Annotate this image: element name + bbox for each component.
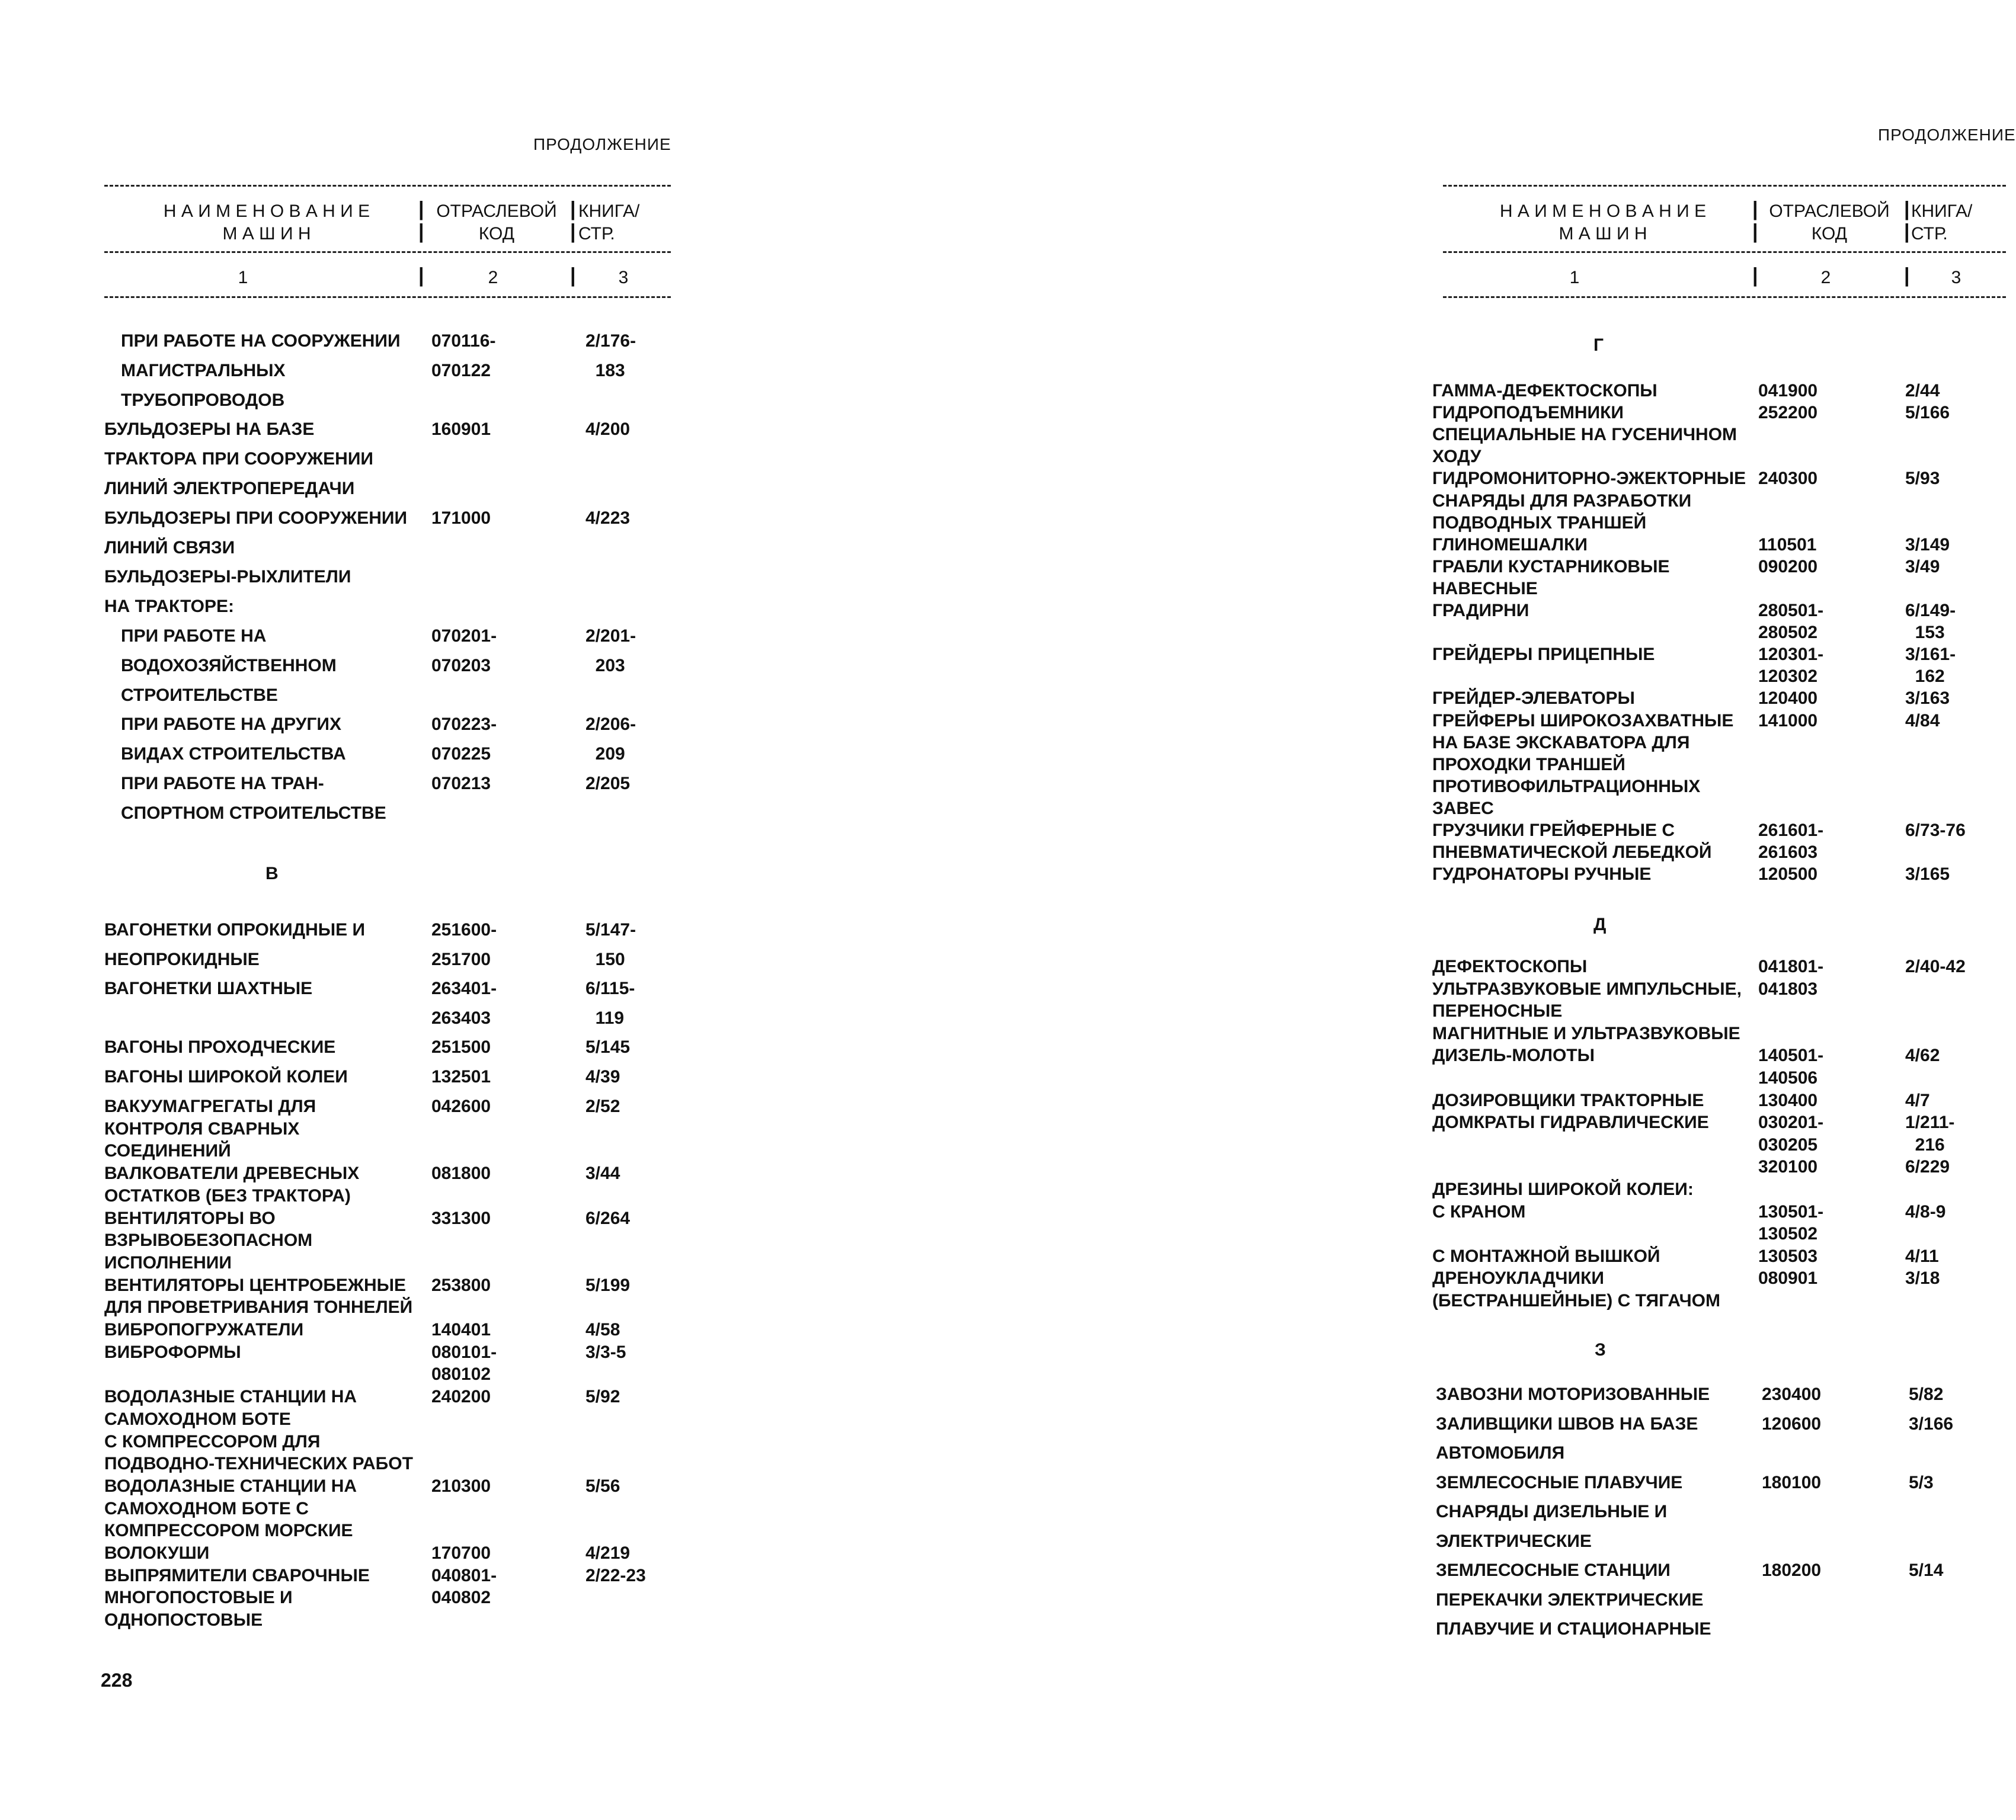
book-page: 4/58 <box>585 1320 620 1340</box>
book-page: 150 <box>585 949 625 969</box>
industry-code: 320100 <box>1758 1157 1818 1177</box>
book-page: 3/166 <box>1909 1414 1954 1434</box>
book-page: 119 <box>585 1008 625 1028</box>
machine-name: ГРУЗЧИКИ ГРЕЙФЕРНЫЕ С <box>1432 821 1675 840</box>
industry-code: 070116- <box>431 331 496 351</box>
industry-code: 280501- <box>1758 601 1824 620</box>
machine-name: САМОХОДНОМ БОТЕ <box>104 1409 291 1429</box>
machine-name: ЗЕМЛЕСОСНЫЕ ПЛАВУЧИЕ <box>1436 1472 1683 1492</box>
industry-code: 140506 <box>1758 1068 1818 1088</box>
machine-name: С КРАНОМ <box>1432 1201 1526 1222</box>
book-page: 5/93 <box>1905 469 1940 489</box>
industry-code: 230400 <box>1762 1385 1822 1404</box>
machine-name: СПОРТНОМ СТРОИТЕЛЬСТВЕ <box>121 803 386 823</box>
machine-name: С КОМПРЕССОРОМ ДЛЯ <box>104 1431 321 1451</box>
industry-code: 171000 <box>431 508 491 528</box>
header-name: Н А И М Е Н О В А Н И Е М А Ш И Н <box>1499 201 1707 243</box>
machine-name: УЛЬТРАЗВУКОВЫЕ ИМПУЛЬСНЫЕ, <box>1432 979 1742 999</box>
book-page: 5/56 <box>585 1476 620 1496</box>
book-page: 3/161- <box>1905 645 1956 665</box>
machine-name: ЛИНИЙ ЭЛЕКТРОПЕРЕДАЧИ <box>104 479 355 498</box>
industry-code: 041900 <box>1758 381 1818 400</box>
industry-code: 070213 <box>431 774 491 793</box>
book-page: 4/84 <box>1905 710 1940 730</box>
header-separator: | <box>418 220 424 243</box>
industry-code: 140501- <box>1758 1046 1824 1066</box>
industry-code: 090200 <box>1758 556 1818 576</box>
book-page: 2/40-42 <box>1905 957 1966 976</box>
industry-code: 070122 <box>431 360 491 380</box>
machine-name: ПОДВОДНО-ТЕХНИЧЕСКИХ РАБОТ <box>104 1454 413 1474</box>
book-page: 2/205 <box>585 774 631 793</box>
industry-code: 253800 <box>431 1275 491 1295</box>
machine-name: ГИДРОМОНИТОРНО-ЭЖЕКТОРНЫЕ <box>1432 469 1746 489</box>
machine-name: ДОМКРАТЫ ГИДРАВЛИЧЕСКИЕ <box>1432 1113 1709 1133</box>
industry-code: 120600 <box>1762 1414 1822 1434</box>
header-separator: | <box>1904 264 1910 287</box>
machine-name: ВИДАХ СТРОИТЕЛЬСТВА <box>121 744 346 764</box>
machine-name: МАГНИТНЫЕ И УЛЬТРАЗВУКОВЫЕ <box>1432 1023 1740 1043</box>
industry-code: 130502 <box>1758 1224 1818 1244</box>
machine-name: ВОДОЛАЗНЫЕ СТАНЦИИ НА <box>104 1387 357 1407</box>
machine-name: ВАГОНЫ ПРОХОДЧЕСКИЕ <box>104 1037 336 1058</box>
industry-code: 042600 <box>431 1097 491 1116</box>
industry-code: 120301- <box>1758 645 1824 665</box>
machine-name: ВОДОХОЗЯЙСТВЕННОМ <box>121 655 337 675</box>
industry-code: 070201- <box>431 626 497 646</box>
industry-code: 120302 <box>1758 667 1818 687</box>
machine-name: ДЕФЕКТОСКОПЫ <box>1432 957 1588 976</box>
book-page: 2/52 <box>585 1097 620 1116</box>
industry-code: 251500 <box>431 1037 491 1058</box>
machine-name: ВЕНТИЛЯТОРЫ ВО <box>104 1208 276 1228</box>
machine-name: КОМПРЕССОРОМ МОРСКИЕ <box>104 1521 353 1541</box>
industry-code: 030201- <box>1758 1113 1824 1133</box>
machine-name: СОЕДИНЕНИЙ <box>104 1141 231 1161</box>
book-page: 4/11 <box>1905 1246 1939 1266</box>
industry-code: 210300 <box>431 1476 491 1496</box>
machine-name: ДРЕНОУКЛАДЧИКИ <box>1432 1268 1604 1289</box>
machine-name: ПОДВОДНЫХ ТРАНШЕЙ <box>1432 512 1647 533</box>
header-separator: | <box>570 264 576 287</box>
book-page: 3/18 <box>1905 1268 1940 1289</box>
header-col-2: 2 <box>1820 268 1831 287</box>
book-page: 1/211- <box>1905 1113 1955 1133</box>
industry-code: 141000 <box>1758 710 1818 730</box>
machine-name: ПЛАВУЧИЕ И СТАЦИОНАРНЫЕ <box>1436 1619 1711 1639</box>
industry-code: 240300 <box>1758 469 1818 489</box>
book-page: 4/7 <box>1905 1090 1930 1110</box>
book-page: 4/8-9 <box>1905 1201 1946 1222</box>
section-letter-d: Д <box>1593 915 1607 934</box>
header-separator: | <box>418 264 424 287</box>
book-page: 4/219 <box>585 1543 631 1563</box>
machine-name: ВОЛОКУШИ <box>104 1543 210 1563</box>
machine-name: ГРЕЙДЕР-ЭЛЕВАТОРЫ <box>1432 688 1635 709</box>
machine-name: ГРЕЙДЕРЫ ПРИЦЕПНЫЕ <box>1432 645 1655 665</box>
header-separator: | <box>418 198 424 220</box>
book-page: 2/176- <box>585 331 636 351</box>
machine-name: ПЕРЕКАЧКИ ЭЛЕКТРИЧЕСКИЕ <box>1436 1590 1704 1610</box>
machine-name: НАВЕСНЫЕ <box>1432 578 1538 598</box>
machine-name: ХОДУ <box>1432 447 1481 467</box>
machine-name: ВЕНТИЛЯТОРЫ ЦЕНТРОБЕЖНЫЕ <box>104 1275 407 1295</box>
industry-code: 040801- <box>431 1565 497 1585</box>
machine-name: ИСПОЛНЕНИИ <box>104 1252 232 1273</box>
industry-code: 261603 <box>1758 842 1818 863</box>
machine-name: АВТОМОБИЛЯ <box>1436 1443 1565 1463</box>
industry-code: 170700 <box>431 1543 491 1563</box>
book-page: 5/3 <box>1909 1472 1934 1492</box>
header-col-3: 3 <box>618 268 629 287</box>
book-page: 6/264 <box>585 1208 631 1228</box>
book-page: 162 <box>1905 667 1945 687</box>
machine-name: ЗАВЕС <box>1432 798 1494 818</box>
machine-name: БУЛЬДОЗЕРЫ НА БАЗЕ <box>104 419 315 440</box>
machine-name: ВЫПРЯМИТЕЛИ СВАРОЧНЫЕ <box>104 1565 370 1585</box>
industry-code: 110501 <box>1758 534 1817 555</box>
machine-name: КОНТРОЛЯ СВАРНЫХ <box>104 1119 300 1139</box>
industry-code: 080901 <box>1758 1268 1818 1289</box>
book-page: 3/165 <box>1905 864 1950 885</box>
divider <box>104 296 671 298</box>
book-page: 5/166 <box>1905 403 1950 423</box>
header-separator: | <box>570 220 576 243</box>
industry-code: 252200 <box>1758 403 1818 423</box>
industry-code: 160901 <box>431 419 491 440</box>
divider <box>1443 185 2006 187</box>
book-page: 4/200 <box>585 419 631 440</box>
machine-name: ЗАВОЗНИ МОТОРИЗОВАННЫЕ <box>1436 1385 1710 1404</box>
machine-name: БУЛЬДОЗЕРЫ-РЫХЛИТЕЛИ <box>104 567 351 587</box>
machine-name: ПЕРЕНОСНЫЕ <box>1432 1001 1563 1021</box>
divider <box>104 251 671 253</box>
header-separator: | <box>1904 198 1910 220</box>
industry-code: 040802 <box>431 1588 491 1608</box>
machine-name: ДОЗИРОВЩИКИ ТРАКТОРНЫЕ <box>1432 1090 1704 1110</box>
machine-name: ПРОХОДКИ ТРАНШЕЙ <box>1432 754 1625 774</box>
machine-name: ПРИ РАБОТЕ НА СООРУЖЕНИИ <box>121 331 401 351</box>
right-column <box>700 0 2016 1820</box>
book-page: 5/199 <box>585 1275 631 1295</box>
machine-name: САМОХОДНОМ БОТЕ С <box>104 1498 309 1518</box>
continuation-label: ПРОДОЛЖЕНИЕ <box>1878 126 2016 144</box>
book-page: 6/149- <box>1905 601 1956 620</box>
book-page: 4/39 <box>585 1067 620 1087</box>
machine-name: СНАРЯДЫ ДИЗЕЛЬНЫЕ И <box>1436 1502 1668 1521</box>
industry-code: 041801- <box>1758 957 1824 976</box>
header-col-3: 3 <box>1951 268 1961 287</box>
machine-name: СНАРЯДЫ ДЛЯ РАЗРАБОТКИ <box>1432 491 1692 511</box>
machine-name: СПЕЦИАЛЬНЫЕ НА ГУСЕНИЧНОМ <box>1432 425 1737 445</box>
machine-name: ГАММА-ДЕФЕКТОСКОПЫ <box>1432 381 1657 400</box>
machine-name: НА БАЗЕ ЭКСКАВАТОРА ДЛЯ <box>1432 732 1690 752</box>
machine-name: ПРИ РАБОТЕ НА <box>121 626 267 646</box>
book-page: 5/82 <box>1909 1385 1944 1404</box>
machine-name: С МОНТАЖНОЙ ВЫШКОЙ <box>1432 1246 1660 1266</box>
industry-code: 030205 <box>1758 1135 1818 1155</box>
machine-name: ЛИНИЙ СВЯЗИ <box>104 537 235 557</box>
industry-code: 120500 <box>1758 864 1818 885</box>
book-page: 5/92 <box>585 1387 620 1407</box>
book-page: 2/44 <box>1905 381 1940 400</box>
book-page: 3/163 <box>1905 688 1950 709</box>
machine-name: ВАГОНЫ ШИРОКОЙ КОЛЕИ <box>104 1067 348 1087</box>
book-page: 203 <box>585 655 625 675</box>
book-page: 2/206- <box>585 714 636 735</box>
machine-name: ЭЛЕКТРИЧЕСКИЕ <box>1436 1531 1592 1551</box>
section-letter-v: В <box>265 864 279 883</box>
industry-code: 070203 <box>431 655 491 675</box>
machine-name: ЗАЛИВЩИКИ ШВОВ НА БАЗЕ <box>1436 1414 1698 1434</box>
machine-name: ОДНОПОСТОВЫЕ <box>104 1610 263 1630</box>
industry-code: 080102 <box>431 1364 491 1385</box>
book-page: 3/49 <box>1905 556 1940 576</box>
header-col-1: 1 <box>238 268 248 287</box>
section-letter-z: З <box>1595 1340 1606 1360</box>
machine-name: ГРАДИРНИ <box>1432 601 1529 620</box>
book-page: 6/229 <box>1905 1157 1950 1177</box>
book-page: 6/73-76 <box>1905 821 1966 840</box>
header-separator: | <box>1752 198 1758 220</box>
industry-code: 070223- <box>431 714 497 735</box>
machine-name: ГУДРОНАТОРЫ РУЧНЫЕ <box>1432 864 1652 885</box>
industry-code: 080101- <box>431 1342 497 1362</box>
header-name: Н А И М Е Н О В А Н И Е М А Ш И Н <box>163 201 370 243</box>
industry-code: 130503 <box>1758 1246 1818 1266</box>
machine-name: ВОДОЛАЗНЫЕ СТАНЦИИ НА <box>104 1476 357 1496</box>
book-page: 4/223 <box>585 508 631 528</box>
book-page: 5/14 <box>1909 1561 1944 1580</box>
machine-name: ГЛИНОМЕШАЛКИ <box>1432 534 1588 555</box>
industry-code: 041803 <box>1758 979 1818 999</box>
header-separator: | <box>1752 220 1758 243</box>
left-column <box>0 0 700 1820</box>
continuation-label: ПРОДОЛЖЕНИЕ <box>533 135 671 153</box>
section-letter-g: Г <box>1593 335 1604 355</box>
machine-name: ВИБРОПОГРУЖАТЕЛИ <box>104 1320 304 1340</box>
book-page: 209 <box>585 744 625 764</box>
machine-name: ПНЕВМАТИЧЕСКОЙ ЛЕБЕДКОЙ <box>1432 842 1712 863</box>
industry-code: 263403 <box>431 1008 491 1028</box>
industry-code: 180100 <box>1762 1472 1822 1492</box>
header-separator: | <box>1904 220 1910 243</box>
machine-name: ПРОТИВОФИЛЬТРАЦИОННЫХ <box>1432 776 1701 796</box>
header-separator: | <box>570 198 576 220</box>
book-page: 3/44 <box>585 1164 620 1184</box>
industry-code: 130501- <box>1758 1201 1824 1222</box>
book-page: 2/22-23 <box>585 1565 646 1585</box>
machine-name: ВАГОНЕТКИ ОПРОКИДНЫЕ И <box>104 920 366 940</box>
machine-name: (БЕСТРАНШЕЙНЫЕ) С ТЯГАЧОМ <box>1432 1291 1720 1310</box>
machine-name: ТРАКТОРА ПРИ СООРУЖЕНИИ <box>104 449 373 469</box>
book-page: 216 <box>1905 1135 1945 1155</box>
machine-name: ВАГОНЕТКИ ШАХТНЫЕ <box>104 979 313 999</box>
book-page: 4/62 <box>1905 1046 1940 1066</box>
machine-name: НЕОПРОКИДНЫЕ <box>104 949 260 969</box>
book-page: 3/149 <box>1905 534 1950 555</box>
machine-name: ТРУБОПРОВОДОВ <box>121 390 285 410</box>
book-page: 3/3-5 <box>585 1342 626 1362</box>
machine-name: ВАКУУМАГРЕГАТЫ ДЛЯ <box>104 1097 316 1116</box>
industry-code: 240200 <box>431 1387 491 1407</box>
industry-code: 070225 <box>431 744 491 764</box>
industry-code: 261601- <box>1758 821 1824 840</box>
header-col-1: 1 <box>1569 268 1580 287</box>
header-code: ОТРАСЛЕВОЙ КОД <box>436 201 557 243</box>
machine-name: ДЛЯ ПРОВЕТРИВАНИЯ ТОННЕЛЕЙ <box>104 1297 413 1318</box>
book-page: 153 <box>1905 623 1945 643</box>
machine-name: МАГИСТРАЛЬНЫХ <box>121 360 286 380</box>
header-code: ОТРАСЛЕВОЙ КОД <box>1769 201 1890 243</box>
machine-name: ВИБРОФОРМЫ <box>104 1342 241 1362</box>
industry-code: 132501 <box>431 1067 491 1087</box>
book-page: 2/201- <box>585 626 636 646</box>
machine-name: ДРЕЗИНЫ ШИРОКОЙ КОЛЕИ: <box>1432 1180 1694 1199</box>
machine-name: ГИДРОПОДЪЕМНИКИ <box>1432 403 1624 423</box>
book-page: 183 <box>585 360 625 380</box>
divider <box>1443 296 2006 298</box>
industry-code: 180200 <box>1762 1561 1822 1580</box>
divider <box>1443 251 2006 253</box>
book-page: 5/145 <box>585 1037 631 1058</box>
header-book: КНИГА/ СТР. <box>1911 201 1973 243</box>
header-col-2: 2 <box>488 268 498 287</box>
industry-code: 251600- <box>431 920 497 940</box>
machine-name: ПРИ РАБОТЕ НА ДРУГИХ <box>121 714 341 735</box>
book-page: 5/147- <box>585 920 636 940</box>
header-book: КНИГА/ СТР. <box>578 201 640 243</box>
industry-code: 130400 <box>1758 1090 1818 1110</box>
industry-code: 140401 <box>431 1320 491 1340</box>
machine-name: ДИЗЕЛЬ-МОЛОТЫ <box>1432 1046 1595 1066</box>
machine-name: ОСТАТКОВ (БЕЗ ТРАКТОРА) <box>104 1185 351 1206</box>
machine-name: ГРАБЛИ КУСТАРНИКОВЫЕ <box>1432 556 1670 576</box>
industry-code: 120400 <box>1758 688 1818 709</box>
machine-name: ВЗРЫВОБЕЗОПАСНОМ <box>104 1231 313 1251</box>
machine-name: СТРОИТЕЛЬСТВЕ <box>121 685 278 705</box>
machine-name: МНОГОПОСТОВЫЕ И <box>104 1588 293 1608</box>
industry-code: 331300 <box>431 1208 491 1228</box>
header-separator: | <box>1752 264 1758 287</box>
machine-name: ЗЕМЛЕСОСНЫЕ СТАНЦИИ <box>1436 1561 1671 1580</box>
machine-name: ГРЕЙФЕРЫ ШИРОКОЗАХВАТНЫЕ <box>1432 710 1734 730</box>
machine-name: НА ТРАКТОРЕ: <box>104 597 235 617</box>
page-number: 228 <box>101 1670 133 1691</box>
machine-name: БУЛЬДОЗЕРЫ ПРИ СООРУЖЕНИИ <box>104 508 408 528</box>
book-page: 6/115- <box>585 979 635 999</box>
industry-code: 280502 <box>1758 623 1818 643</box>
industry-code: 081800 <box>431 1164 491 1184</box>
machine-name: ПРИ РАБОТЕ НА ТРАН- <box>121 774 324 793</box>
industry-code: 251700 <box>431 949 491 969</box>
industry-code: 263401- <box>431 979 497 999</box>
machine-name: ВАЛКОВАТЕЛИ ДРЕВЕСНЫХ <box>104 1164 360 1184</box>
divider <box>104 185 671 187</box>
